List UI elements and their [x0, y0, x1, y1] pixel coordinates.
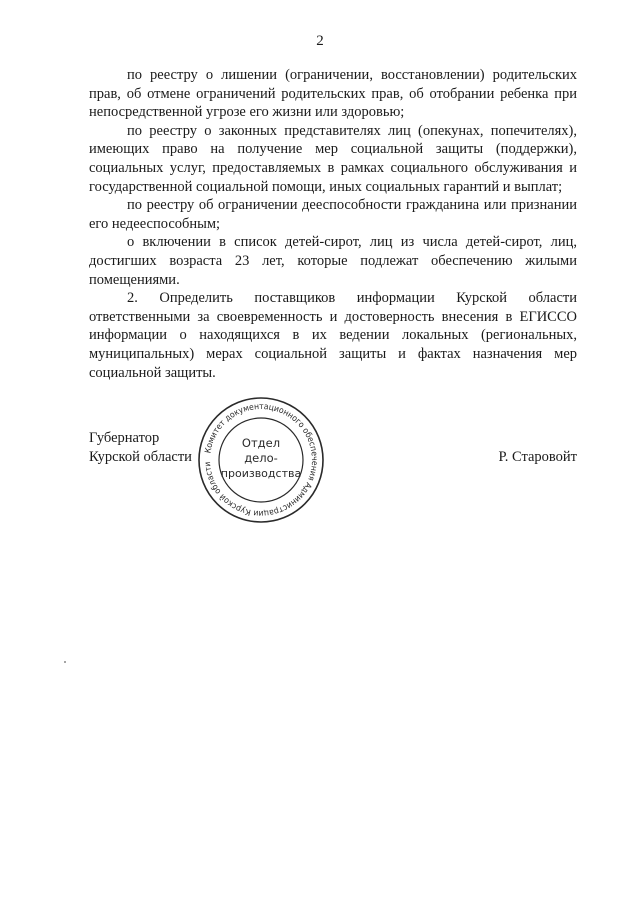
official-stamp — [196, 395, 326, 525]
signature-block — [89, 429, 577, 519]
paragraph-information-providers: 2. Определить поставщиков информации Курской области ответственными за своевременность и достоверность внесения в ЕГИССО информации о находящихся в их ведении локальных (региональных, муниципальных) мерах социальной защиты и фактах назначения мер социальной защиты. — [89, 290, 577, 381]
stamp-center-line-3: производства — [220, 467, 302, 480]
signer-name: Р. Старовойт — [498, 448, 577, 465]
stamp-ring-text: Комитет документационного обеспечения Администрации Курской области — [201, 400, 321, 520]
document-body — [89, 66, 577, 382]
paragraph-legal-representatives-registry: по реестру о законных представителях лиц (опекунах, попечителях), имеющих право на получение мер социальной защиты (поддержки), социальных услуг, предоставляемых в рамках социального обслуживания и государственной социальной помощи, иных социальных гарантий и выплат; — [89, 122, 577, 195]
page-number: 2 — [316, 33, 324, 49]
paragraph-parental-rights-registry: по реестру о лишении (ограничении, восстановлении) родительских прав, об отмене ограничений родительских прав, об отобрании ребенка при непосредственной угрозе его жизни или здоровью; — [89, 67, 577, 121]
paragraph-orphans-housing-list: о включении в список детей-сирот, лиц из числа детей-сирот, лиц, достигших возраста 23 лет, которые подлежат обеспечению жилыми помещениями. — [89, 234, 577, 288]
scan-speck — [64, 661, 66, 663]
stamp-graphic — [196, 395, 326, 525]
signer-position — [89, 429, 192, 466]
stamp-center-line-2: дело- — [244, 451, 278, 465]
paragraph-legal-capacity-registry: по реестру об ограничении дееспособности гражданина или признании его недееспособным; — [89, 197, 577, 232]
stamp-center-line-1: Отдел — [241, 436, 281, 450]
signer-position-title: Губернатор — [89, 430, 160, 446]
signer-position-region: Курской области — [89, 448, 192, 465]
